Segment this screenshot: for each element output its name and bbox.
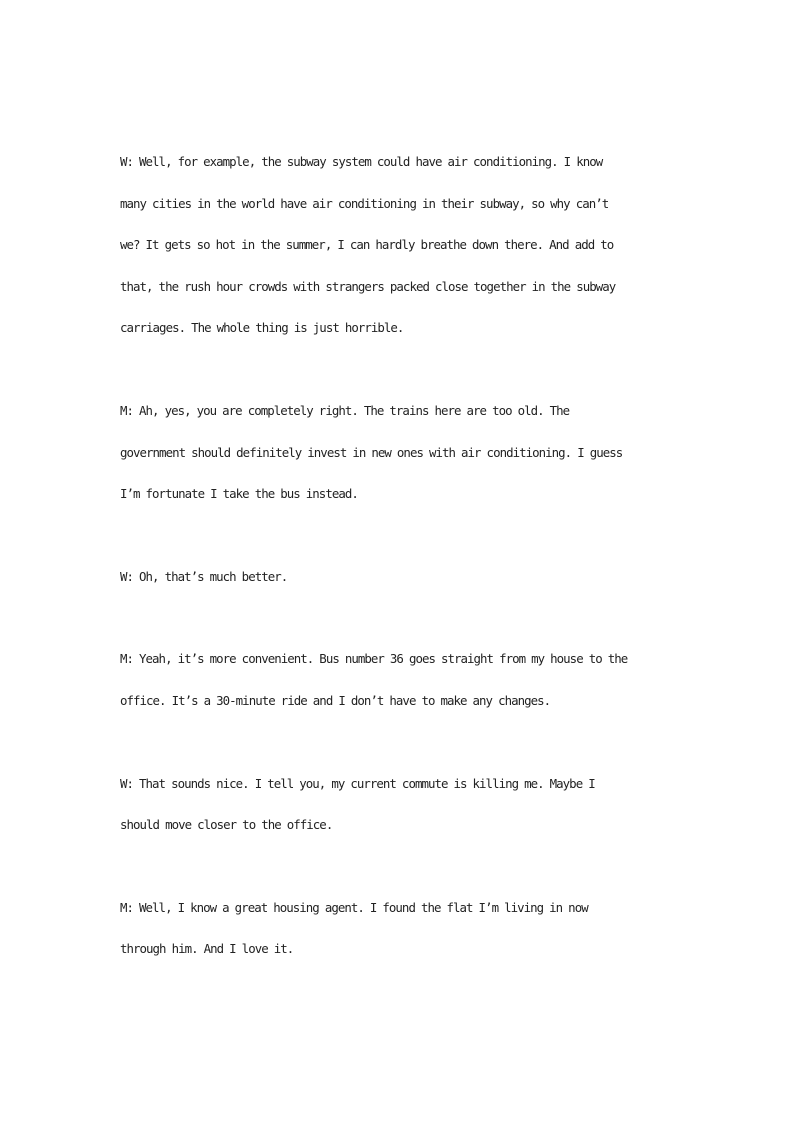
text-line: I’m fortunate I take the bus instead.: [120, 486, 358, 502]
text-line: office. It’s a 30-minute ride and I don’t have to make any changes.: [120, 692, 551, 708]
text-line: W: Well, for example, the subway system could have air conditioning. I know: [120, 154, 603, 169]
dialogue-transcript: [120, 141, 680, 1011]
text-line: that, the rush hour crowds with strangers packed close together in the subway: [120, 278, 616, 294]
text-line: M: Ah, yes, you are completely right. The trains here are too old. The: [120, 402, 570, 418]
text-line: many cities in the world have air conditioning in their subway, so why can’t: [120, 195, 609, 211]
dialogue-paragraph-6: [120, 887, 680, 970]
text-line: W: Oh, that’s much better.: [120, 568, 288, 584]
dialogue-paragraph-2: [120, 390, 680, 515]
text-line: carriages. The whole thing is just horrible.: [120, 320, 404, 336]
text-line: government should definitely invest in new ones with air conditioning. I guess: [120, 444, 623, 460]
dialogue-paragraph-3: [120, 556, 680, 598]
dialogue-paragraph-5: [120, 763, 680, 846]
dialogue-paragraph-1: [120, 141, 680, 349]
text-line: W: That sounds nice. I tell you, my current commute is killing me. Maybe I: [120, 775, 595, 791]
text-line: M: Yeah, it’s more convenient. Bus number 36 goes straight from my house to the: [120, 651, 628, 667]
text-line: M: Well, I know a great housing agent. I found the flat I’m living in now: [120, 899, 588, 915]
text-line: should move closer to the office.: [120, 817, 333, 833]
text-line: through him. And I love it.: [120, 941, 294, 957]
dialogue-paragraph-4: [120, 638, 680, 721]
text-line: we? It gets so hot in the summer, I can hardly breathe down there. And add to: [120, 237, 614, 253]
